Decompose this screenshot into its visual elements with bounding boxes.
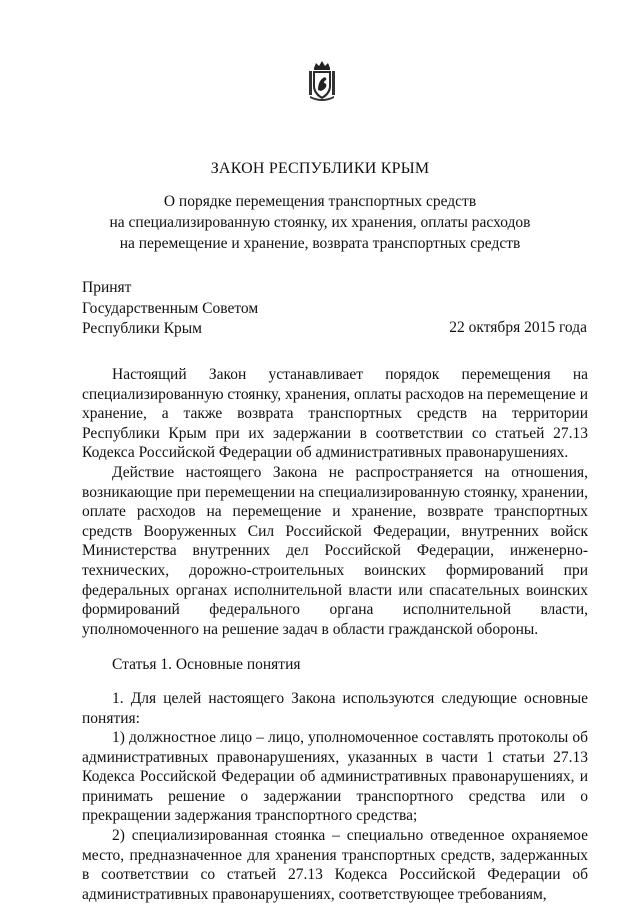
adoption-block [82, 278, 258, 340]
preamble-paragraph: Настоящий Закон устанавливает порядок перемещения на специализированную стоянку, хранения, оплаты расходов на перемещение и хранение, а также возврата транспортных средств на территории Республики Крым при их задержании в соответствии со статьей 27.13 Кодекса Российской Федерации об административных правонарушениях. [82, 366, 588, 462]
adoption-line: Республики Крым [82, 320, 202, 337]
article-paragraph: 2) специализированная стоянка – специально отведенное охраняемое место, предназначенное для хранения транспортных средств, задержанных в соответствии со статьей 27.13 Кодекса Российской Федерации об административных правонарушениях, соответствующее требованиям, [82, 827, 588, 903]
article-paragraph: 1) должностное лицо – лицо, уполномоченное составлять протоколы об административных правонарушениях, указанных в части 1 статьи 27.13 Кодекса Российской Федерации об административных правонарушениях, и принимать решение о задержании транспортного средства или о прекращении задержания транспортного средства; [82, 729, 588, 825]
subtitle-line: О порядке перемещения транспортных средств [163, 193, 477, 210]
document-body [82, 365, 588, 904]
adoption-line: Принят [82, 279, 132, 296]
adoption-date: 22 октября 2015 года [449, 319, 587, 336]
subtitle-line: на перемещение и хранение, возврата транспортных средств [119, 235, 521, 252]
document-subtitle [0, 191, 640, 254]
subtitle-line: на специализированную стоянку, их хранения, оплаты расходов [109, 214, 531, 231]
article-paragraph: 1. Для целей настоящего Закона используются следующие основные понятия: [82, 689, 588, 727]
crimea-coat-of-arms-icon [306, 60, 338, 102]
article-heading: Статья 1. Основные понятия [112, 656, 301, 674]
document-title: ЗАКОН РЕСПУБЛИКИ КРЫМ [210, 160, 430, 177]
adoption-line: Государственным Советом [82, 299, 259, 317]
preamble-paragraph: Действие настоящего Закона не распространяется на отношения, возникающие при перемещении на специализированную стоянку, хранении, оплате расходов на перемещение и хранение, возврате транспортных средств Вооруженных Сил Российской Федерации, внутренних войск Министерства внутренних дел Российской Федерации, инженерно-технических, дорожно-строительных воинских формирований при федеральных органах исполнительной власти или спасательных воинских формирований федерального органа исполнительной власти, уполномоченного на решение задач в области гражданской обороны. [82, 463, 588, 638]
